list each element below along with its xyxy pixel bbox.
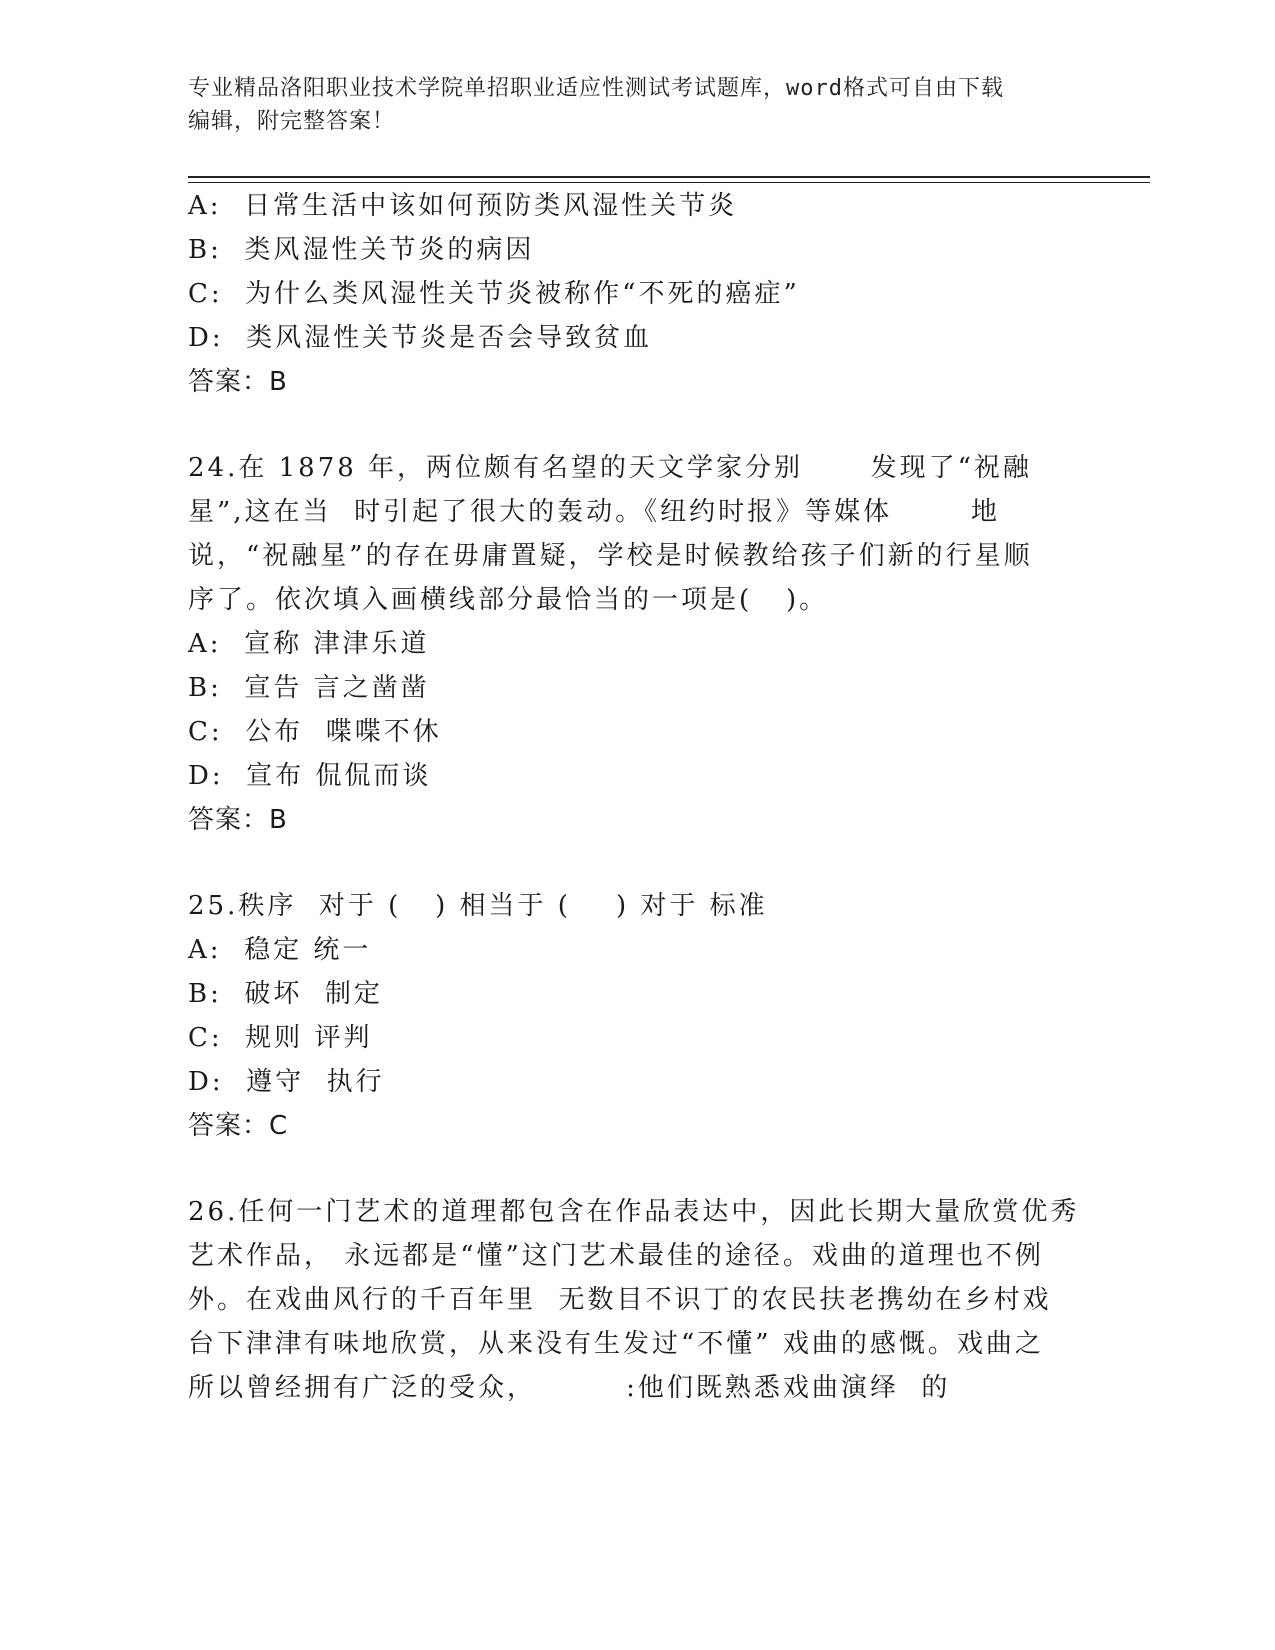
q25-answer: 答案：C <box>188 1111 289 1141</box>
q24-answer: 答案：B <box>188 805 288 835</box>
q25-option-c: C: 规则 评判 <box>188 1023 373 1053</box>
q25-option-d: D: 遵守 执行 <box>188 1067 385 1097</box>
q26-stem-line-2: 艺术作品， 永远都是“懂”这门艺术最佳的途径。戏曲的道理也不例 <box>188 1241 1044 1271</box>
q24-stem-line-1: 24.在 1878 年，两位颇有名望的天文学家分别 发现了“祝融 <box>188 453 1032 483</box>
header-rule-thin <box>188 182 1150 183</box>
header-line-2: 编辑，附完整答案！ <box>188 109 396 134</box>
header-rule-thick <box>188 176 1150 178</box>
q23-option-c: C: 为什么类风湿性关节炎被称作“不死的癌症” <box>188 279 800 309</box>
q25-stem-line-1: 25.秩序 对于 ( ) 相当于 ( ) 对于 标准 <box>188 891 768 921</box>
header-line-1: 专业精品洛阳职业技术学院单招职业适应性测试考试题库，word格式可自由下载 <box>188 76 1004 101</box>
q24-stem-line-4: 序了。依次填入画横线部分最恰当的一项是( )。 <box>188 585 829 615</box>
q24-option-d: D: 宣布 侃侃而谈 <box>188 761 432 791</box>
q24-stem-line-3: 说，“祝融星”的存在毋庸置疑，学校是时候教给孩子们新的行星顺 <box>188 541 1033 571</box>
q26-stem-line-1: 26.任何一门艺术的道理都包含在作品表达中，因此长期大量欣赏优秀 <box>188 1197 1080 1227</box>
q24-option-a: A: 宣称 津津乐道 <box>188 629 430 659</box>
q25-option-a: A: 稳定 统一 <box>188 935 372 965</box>
q25-option-b: B: 破坏 制定 <box>188 979 383 1009</box>
q23-answer: 答案：B <box>188 367 288 397</box>
q23-option-a: A: 日常生活中该如何预防类风湿性关节炎 <box>188 191 738 221</box>
q24-stem-line-2: 星”,这在当 时引起了很大的轰动。《纽约时报》等媒体 地 <box>188 497 1000 527</box>
q24-option-c: C: 公布 喋喋不休 <box>188 717 442 747</box>
q26-stem-line-4: 台下津津有味地欣赏，从来没有生发过“不懂” 戏曲的感慨。戏曲之 <box>188 1329 1044 1359</box>
q23-option-d: D: 类风湿性关节炎是否会导致贫血 <box>188 323 653 353</box>
q26-stem-line-3: 外。在戏曲风行的千百年里 无数目不识丁的农民扶老携幼在乡村戏 <box>188 1285 1052 1315</box>
q23-option-b: B: 类风湿性关节炎的病因 <box>188 235 535 265</box>
document-header <box>188 72 1088 138</box>
q24-option-b: B: 宣告 言之凿凿 <box>188 673 430 703</box>
q26-stem-line-5: 所以曾经拥有广泛的受众， :他们既熟悉戏曲演绎 的 <box>188 1373 951 1403</box>
